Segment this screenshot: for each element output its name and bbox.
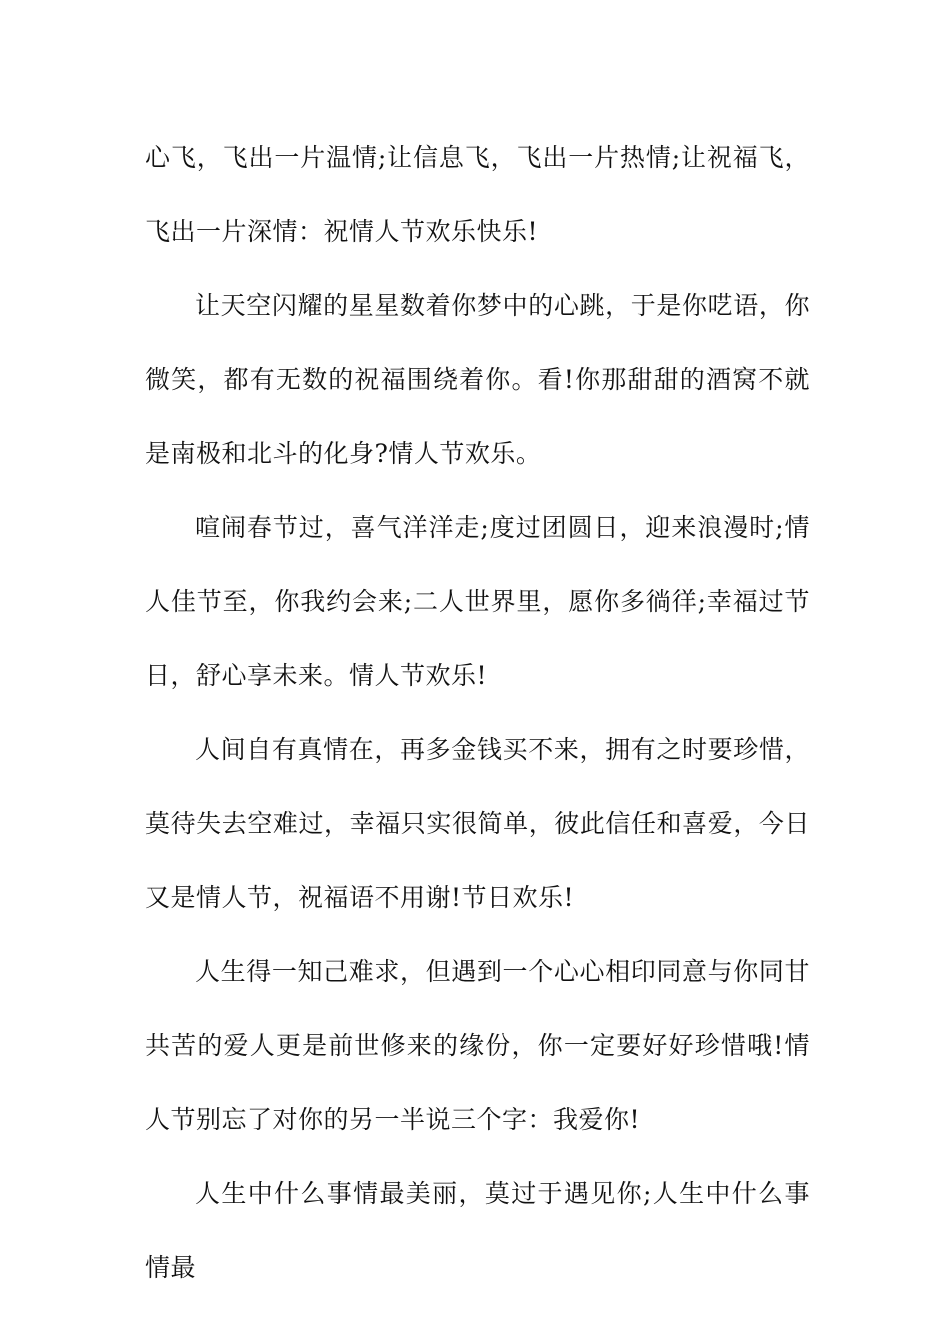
paragraph-5: 人生得一知己难求，但遇到一个心心相印同意与你同甘共苦的爱人更是前世修来的缘份，你一定要好好珍惜哦!情人节别忘了对你的另一半说三个字：我爱你! [145, 957, 810, 1134]
document-body [145, 121, 810, 1305]
paragraph-2: 让天空闪耀的星星数着你梦中的心跳，于是你呓语，你微笑，都有无数的祝福围绕着你。看!你那甜甜的酒窝不就是南极和北斗的化身?情人节欢乐。 [145, 291, 810, 468]
paragraph-1: 心飞，飞出一片温情;让信息飞，飞出一片热情;让祝福飞，飞出一片深情：祝情人节欢乐快乐! [145, 143, 810, 246]
paragraph-3: 喧闹春节过，喜气洋洋走;度过团圆日，迎来浪漫时;情人佳节至，你我约会来;二人世界里，愿你多徜徉;幸福过节日，舒心享未来。情人节欢乐! [145, 513, 810, 690]
paragraph-4: 人间自有真情在，再多金钱买不来，拥有之时要珍惜，莫待失去空难过，幸福只实很简单，彼此信任和喜爱，今日又是情人节，祝福语不用谢!节日欢乐! [145, 735, 810, 912]
paragraph-6: 人生中什么事情最美丽，莫过于遇见你;人生中什么事情最 [145, 1179, 810, 1282]
